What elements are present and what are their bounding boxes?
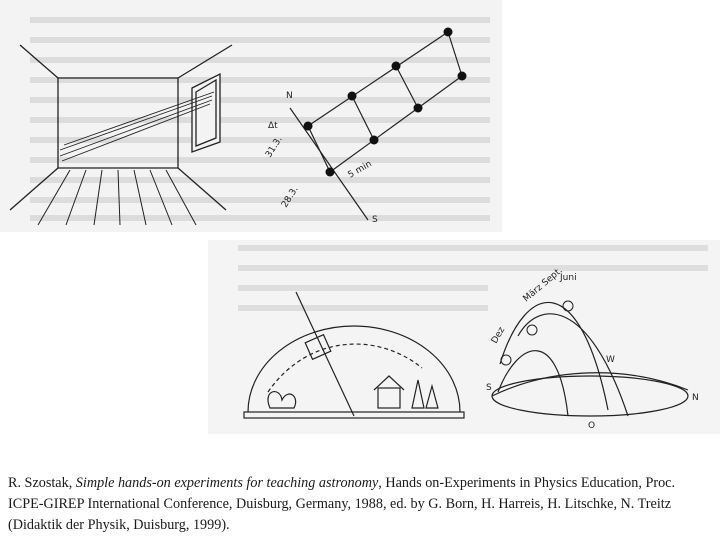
background-text-lines: [238, 248, 708, 308]
caption-details: , Hands on-Experiments in Physics Education, Proc. ICPE-GIREP International Conference, Duisburg, Germany, 1988, ed. by G. Born, H. Harreis, H. Litschke, N. Treitz (Didaktik der Physik, Duisburg, 1999).: [8, 475, 676, 534]
caption-title: Simple hands-on experiments for teaching astronomy: [75, 475, 379, 492]
west-label: W: [606, 355, 615, 365]
dec-label: Dez: [489, 325, 508, 346]
delta-t-label: Δt: [268, 121, 278, 131]
caption-author: R. Szostak,: [8, 475, 76, 492]
east-label: O: [588, 421, 596, 431]
north-label-dome: N: [692, 393, 699, 403]
date-upper-label: 31.3.: [264, 134, 285, 160]
sun-symbols: [501, 301, 573, 365]
figure-caption: [8, 473, 698, 536]
room-sunspot-figure: [0, 0, 502, 232]
date-lower-label: 28.3.: [280, 184, 301, 210]
interval-label: 5 min: [346, 159, 374, 181]
march-sept-label: März Sept.: [521, 265, 565, 305]
north-label: N: [286, 91, 293, 101]
sky-dome-figure: [208, 240, 720, 434]
meridian-line: [290, 108, 368, 220]
room-outline: [10, 45, 232, 210]
hemisphere: [489, 302, 688, 416]
sky-dome-drawing: [208, 240, 720, 434]
room-sunspot-drawing: [0, 0, 502, 232]
south-label-dome: S: [486, 383, 492, 393]
june-label: Juni: [560, 273, 577, 283]
south-label: S: [372, 215, 378, 225]
